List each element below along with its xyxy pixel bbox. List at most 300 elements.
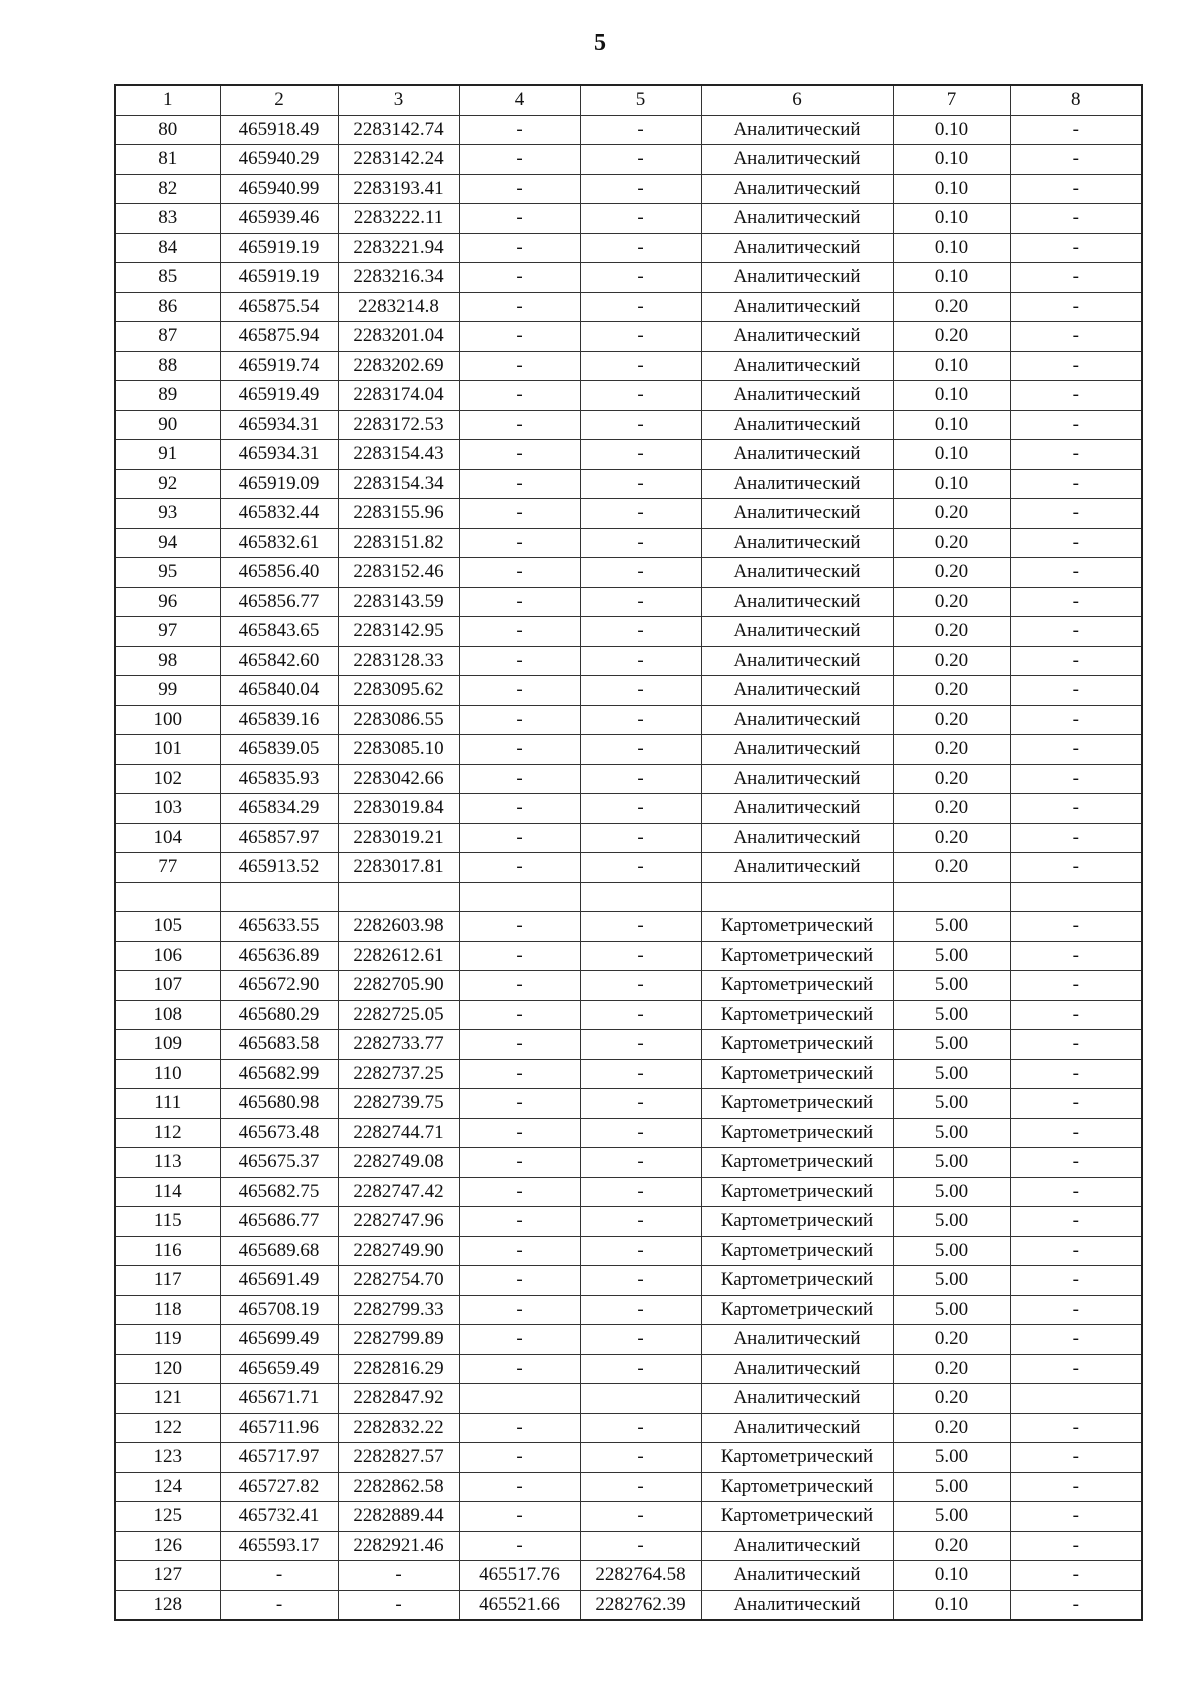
table-cell: 2283221.94	[338, 233, 459, 263]
table-cell	[580, 1384, 701, 1414]
table-row	[115, 263, 1142, 293]
table-cell: -	[1010, 145, 1142, 175]
table-cell: -	[1010, 1207, 1142, 1237]
table-cell: Аналитический	[701, 764, 893, 794]
table-cell: -	[580, 646, 701, 676]
table-cell: -	[459, 1413, 580, 1443]
table-cell: 2283201.04	[338, 322, 459, 352]
table-cell: Аналитический	[701, 292, 893, 322]
table-cell: Аналитический	[701, 646, 893, 676]
table-cell: Аналитический	[701, 617, 893, 647]
table-cell: 465675.37	[220, 1148, 338, 1178]
table-cell: 0.10	[893, 351, 1010, 381]
table-cell: Аналитический	[701, 1561, 893, 1591]
table-cell: -	[459, 853, 580, 883]
table-cell: -	[1010, 1413, 1142, 1443]
table-cell: 2283214.8	[338, 292, 459, 322]
table-cell: 2282603.98	[338, 912, 459, 942]
table-cell: -	[580, 1266, 701, 1296]
table-cell: -	[580, 528, 701, 558]
table-cell: 465593.17	[220, 1531, 338, 1561]
column-header: 1	[115, 85, 220, 115]
table-cell: 116	[115, 1236, 220, 1266]
table-row	[115, 292, 1142, 322]
table-cell: 2283085.10	[338, 735, 459, 765]
table-row	[115, 1561, 1142, 1591]
table-cell: 465832.44	[220, 499, 338, 529]
table-row	[115, 322, 1142, 352]
table-cell: -	[459, 1502, 580, 1532]
table-cell: -	[459, 292, 580, 322]
table-row	[115, 1177, 1142, 1207]
table-cell: -	[1010, 233, 1142, 263]
table-cell: -	[459, 263, 580, 293]
table-cell: 465834.29	[220, 794, 338, 824]
table-cell: -	[1010, 1236, 1142, 1266]
table-row	[115, 145, 1142, 175]
table-cell: 0.10	[893, 233, 1010, 263]
column-header: 6	[701, 85, 893, 115]
coordinates-table	[114, 84, 1143, 1621]
table-cell: 5.00	[893, 1207, 1010, 1237]
table-cell: -	[459, 1089, 580, 1119]
table-cell: 465680.98	[220, 1089, 338, 1119]
table-cell: -	[580, 292, 701, 322]
table-cell: -	[220, 1590, 338, 1620]
table-cell: Картометрический	[701, 1030, 893, 1060]
table-cell: 2283095.62	[338, 676, 459, 706]
table-row	[115, 1472, 1142, 1502]
table-cell: 0.20	[893, 1325, 1010, 1355]
table-cell: 2282749.08	[338, 1148, 459, 1178]
table-row	[115, 617, 1142, 647]
table-cell: Аналитический	[701, 440, 893, 470]
table-cell: Картометрический	[701, 1236, 893, 1266]
table-cell: -	[459, 1354, 580, 1384]
table-row	[115, 1590, 1142, 1620]
table-cell: 2282737.25	[338, 1059, 459, 1089]
table-cell	[893, 882, 1010, 912]
table-row	[115, 1148, 1142, 1178]
column-header: 2	[220, 85, 338, 115]
table-cell: -	[1010, 971, 1142, 1001]
table-cell: 2283143.59	[338, 587, 459, 617]
table-cell: 465659.49	[220, 1354, 338, 1384]
table-cell: 2283154.43	[338, 440, 459, 470]
table-cell: -	[1010, 1590, 1142, 1620]
table-cell: 126	[115, 1531, 220, 1561]
table-cell: -	[459, 1059, 580, 1089]
table-cell: -	[1010, 941, 1142, 971]
table-cell: 0.10	[893, 174, 1010, 204]
table-cell: Аналитический	[701, 263, 893, 293]
table-cell: 0.20	[893, 1384, 1010, 1414]
table-cell: -	[580, 1472, 701, 1502]
table-cell: 465939.46	[220, 204, 338, 234]
table-cell: 2283142.74	[338, 115, 459, 145]
table-row	[115, 1384, 1142, 1414]
table-cell: 88	[115, 351, 220, 381]
table-row	[115, 587, 1142, 617]
table-row	[115, 1118, 1142, 1148]
table-cell	[1010, 882, 1142, 912]
table-cell: 2283142.95	[338, 617, 459, 647]
table-cell: 465521.66	[459, 1590, 580, 1620]
table-cell: 113	[115, 1148, 220, 1178]
table-cell: -	[1010, 1030, 1142, 1060]
table-cell: 89	[115, 381, 220, 411]
table-cell: Аналитический	[701, 1413, 893, 1443]
table-cell: -	[459, 823, 580, 853]
table-cell: 465683.58	[220, 1030, 338, 1060]
table-cell: -	[459, 971, 580, 1001]
table-row	[115, 1502, 1142, 1532]
table-cell: 465875.94	[220, 322, 338, 352]
table-cell: -	[580, 587, 701, 617]
table-row	[115, 1030, 1142, 1060]
table-row	[115, 469, 1142, 499]
table-cell: -	[459, 794, 580, 824]
table-cell: 465708.19	[220, 1295, 338, 1325]
table-cell: 465671.71	[220, 1384, 338, 1414]
table-cell: -	[459, 1207, 580, 1237]
table-cell: 465711.96	[220, 1413, 338, 1443]
table-cell: 99	[115, 676, 220, 706]
table-cell: -	[459, 204, 580, 234]
table-cell: -	[1010, 853, 1142, 883]
table-cell: 465689.68	[220, 1236, 338, 1266]
table-cell: 2283152.46	[338, 558, 459, 588]
table-cell: 465857.97	[220, 823, 338, 853]
table-cell: -	[459, 676, 580, 706]
table-cell: -	[580, 941, 701, 971]
table-cell: 2282764.58	[580, 1561, 701, 1591]
table-row	[115, 853, 1142, 883]
table-cell: -	[580, 204, 701, 234]
table-cell: 121	[115, 1384, 220, 1414]
table-cell: Картометрический	[701, 1177, 893, 1207]
table-cell: 93	[115, 499, 220, 529]
table-cell: 111	[115, 1089, 220, 1119]
table-cell: Аналитический	[701, 469, 893, 499]
table-cell: -	[580, 705, 701, 735]
table-cell: 119	[115, 1325, 220, 1355]
table-cell: 2282847.92	[338, 1384, 459, 1414]
table-cell: 465856.77	[220, 587, 338, 617]
table-cell: Картометрический	[701, 1443, 893, 1473]
table-cell: 2283019.21	[338, 823, 459, 853]
table-cell: -	[1010, 440, 1142, 470]
table-cell: -	[1010, 115, 1142, 145]
table-cell: -	[580, 676, 701, 706]
table-cell: 2282744.71	[338, 1118, 459, 1148]
table-cell: -	[1010, 204, 1142, 234]
table-cell: 2282739.75	[338, 1089, 459, 1119]
table-cell: -	[580, 1443, 701, 1473]
table-cell: 465832.61	[220, 528, 338, 558]
table-cell: 2283155.96	[338, 499, 459, 529]
table-cell: 465919.74	[220, 351, 338, 381]
table-cell: -	[1010, 1177, 1142, 1207]
table-cell: 2283042.66	[338, 764, 459, 794]
table-cell: 2283017.81	[338, 853, 459, 883]
table-cell: -	[459, 1118, 580, 1148]
table-cell: 5.00	[893, 1266, 1010, 1296]
table-cell: 98	[115, 646, 220, 676]
table-cell: -	[1010, 823, 1142, 853]
table-cell: -	[338, 1561, 459, 1591]
table-cell: 2283222.11	[338, 204, 459, 234]
table-cell: -	[459, 410, 580, 440]
table-cell: -	[580, 1148, 701, 1178]
table-cell: Картометрический	[701, 1118, 893, 1148]
table-cell: 465934.31	[220, 440, 338, 470]
table-cell: Аналитический	[701, 1531, 893, 1561]
table-cell: -	[580, 1089, 701, 1119]
table-cell: 124	[115, 1472, 220, 1502]
table-cell: 87	[115, 322, 220, 352]
table-cell: Картометрический	[701, 1472, 893, 1502]
table-cell: -	[1010, 1089, 1142, 1119]
table-cell: 0.20	[893, 1531, 1010, 1561]
table-row	[115, 1443, 1142, 1473]
table-cell: -	[1010, 1266, 1142, 1296]
table-cell: 77	[115, 853, 220, 883]
table-cell: 0.10	[893, 1590, 1010, 1620]
table-cell: 0.10	[893, 115, 1010, 145]
table-cell: -	[459, 499, 580, 529]
table-cell: Аналитический	[701, 499, 893, 529]
table-row	[115, 204, 1142, 234]
table-cell: 2283174.04	[338, 381, 459, 411]
table-cell: -	[580, 1000, 701, 1030]
table-cell: 104	[115, 823, 220, 853]
table-cell: 5.00	[893, 1177, 1010, 1207]
table-row	[115, 941, 1142, 971]
table-cell: 5.00	[893, 1502, 1010, 1532]
table-row	[115, 1325, 1142, 1355]
table-cell: -	[459, 617, 580, 647]
table-cell: 0.20	[893, 558, 1010, 588]
table-cell: -	[1010, 705, 1142, 735]
table-cell: Картометрический	[701, 1295, 893, 1325]
table-cell: Аналитический	[701, 558, 893, 588]
table-cell: -	[580, 1295, 701, 1325]
table-cell: -	[580, 558, 701, 588]
table-cell: 465636.89	[220, 941, 338, 971]
table-row	[115, 764, 1142, 794]
table-cell: 0.20	[893, 499, 1010, 529]
table-cell: 2282921.46	[338, 1531, 459, 1561]
table-row	[115, 1295, 1142, 1325]
table-cell: 108	[115, 1000, 220, 1030]
table-row	[115, 440, 1142, 470]
table-cell: 85	[115, 263, 220, 293]
table-cell: 465699.49	[220, 1325, 338, 1355]
table-cell: 0.20	[893, 1413, 1010, 1443]
table-cell	[701, 882, 893, 912]
table-cell: 2282889.44	[338, 1502, 459, 1532]
table-cell: Картометрический	[701, 1148, 893, 1178]
table-cell: 5.00	[893, 1000, 1010, 1030]
table-cell: Аналитический	[701, 676, 893, 706]
table-cell: 2282762.39	[580, 1590, 701, 1620]
table-cell: 465919.49	[220, 381, 338, 411]
table-cell: -	[459, 1443, 580, 1473]
table-cell: 96	[115, 587, 220, 617]
table-cell: 101	[115, 735, 220, 765]
table-cell: -	[1010, 1502, 1142, 1532]
table-cell: Аналитический	[701, 823, 893, 853]
table-cell: Аналитический	[701, 1384, 893, 1414]
table-cell: Аналитический	[701, 145, 893, 175]
table-row	[115, 912, 1142, 942]
table-cell: -	[1010, 174, 1142, 204]
table-cell: -	[1010, 1295, 1142, 1325]
table-cell: Картометрический	[701, 1266, 893, 1296]
table-cell: Аналитический	[701, 528, 893, 558]
table-cell: 465680.29	[220, 1000, 338, 1030]
table-cell: Картометрический	[701, 971, 893, 1001]
table-cell	[459, 882, 580, 912]
table-row	[115, 1059, 1142, 1089]
table-row	[115, 1236, 1142, 1266]
table-cell: 92	[115, 469, 220, 499]
table-cell: -	[459, 174, 580, 204]
table-cell: -	[580, 115, 701, 145]
table-cell: 0.20	[893, 292, 1010, 322]
table-cell: Картометрический	[701, 1059, 893, 1089]
table-cell: -	[459, 646, 580, 676]
table-cell: -	[220, 1561, 338, 1591]
table-cell: -	[459, 1266, 580, 1296]
table-cell: 0.20	[893, 1354, 1010, 1384]
table-cell: 5.00	[893, 1472, 1010, 1502]
table-row	[115, 1000, 1142, 1030]
table-cell: -	[580, 912, 701, 942]
table-row	[115, 735, 1142, 765]
table-cell: -	[459, 528, 580, 558]
table-cell: Картометрический	[701, 941, 893, 971]
table-cell: Аналитический	[701, 794, 893, 824]
table-cell: 81	[115, 145, 220, 175]
table-row	[115, 351, 1142, 381]
table-row	[115, 882, 1142, 912]
table-row	[115, 823, 1142, 853]
table-cell: -	[459, 115, 580, 145]
table-cell: -	[1010, 1472, 1142, 1502]
table-cell: -	[459, 1295, 580, 1325]
table-cell: Аналитический	[701, 351, 893, 381]
table-cell: 2283216.34	[338, 263, 459, 293]
table-cell: 80	[115, 115, 220, 145]
table-cell: 465672.90	[220, 971, 338, 1001]
table-cell: 465856.40	[220, 558, 338, 588]
table-cell: 2282747.42	[338, 1177, 459, 1207]
table-cell: Аналитический	[701, 705, 893, 735]
table-cell: -	[580, 1354, 701, 1384]
table-cell: 2282754.70	[338, 1266, 459, 1296]
table-row	[115, 558, 1142, 588]
table-cell: 465717.97	[220, 1443, 338, 1473]
table-cell: -	[459, 558, 580, 588]
table-cell: 2282827.57	[338, 1443, 459, 1473]
table-cell: -	[459, 1531, 580, 1561]
table-cell: -	[1010, 764, 1142, 794]
table-cell: 94	[115, 528, 220, 558]
table-cell: 107	[115, 971, 220, 1001]
table-row	[115, 528, 1142, 558]
table-cell: 2282612.61	[338, 941, 459, 971]
table-cell: -	[1010, 617, 1142, 647]
table-cell: -	[459, 1472, 580, 1502]
table-cell: 465842.60	[220, 646, 338, 676]
table-cell: 0.10	[893, 381, 1010, 411]
table-cell: -	[1010, 528, 1142, 558]
table-cell: -	[1010, 469, 1142, 499]
table-cell: 100	[115, 705, 220, 735]
table-cell: 109	[115, 1030, 220, 1060]
table-cell: 127	[115, 1561, 220, 1591]
table-cell: Аналитический	[701, 204, 893, 234]
table-cell: 120	[115, 1354, 220, 1384]
table-cell: Аналитический	[701, 174, 893, 204]
table-cell: -	[580, 233, 701, 263]
table-cell: Картометрический	[701, 1089, 893, 1119]
table-cell: Картометрический	[701, 912, 893, 942]
table-cell: 2283128.33	[338, 646, 459, 676]
table-cell: -	[1010, 735, 1142, 765]
table-cell: 86	[115, 292, 220, 322]
table-cell: 110	[115, 1059, 220, 1089]
table-cell: -	[580, 764, 701, 794]
table-row	[115, 1207, 1142, 1237]
table-cell: 2283019.84	[338, 794, 459, 824]
table-cell: 0.20	[893, 823, 1010, 853]
table-cell: -	[459, 351, 580, 381]
table-cell: -	[1010, 499, 1142, 529]
table-cell: -	[580, 1502, 701, 1532]
table-cell: 0.10	[893, 410, 1010, 440]
table-cell: 2283142.24	[338, 145, 459, 175]
table-cell: 2282799.33	[338, 1295, 459, 1325]
table-cell: -	[1010, 1354, 1142, 1384]
table-cell: -	[459, 469, 580, 499]
table-cell: Аналитический	[701, 410, 893, 440]
table-cell: Аналитический	[701, 115, 893, 145]
table-cell: -	[459, 1148, 580, 1178]
table-cell: -	[580, 1118, 701, 1148]
table-cell: 0.20	[893, 764, 1010, 794]
column-header: 8	[1010, 85, 1142, 115]
table-cell: 5.00	[893, 1236, 1010, 1266]
table-row	[115, 1089, 1142, 1119]
table-cell: 84	[115, 233, 220, 263]
table-cell: -	[1010, 292, 1142, 322]
table-cell: 465919.19	[220, 233, 338, 263]
table-cell: -	[459, 145, 580, 175]
table-cell: -	[580, 1207, 701, 1237]
table-cell: 0.20	[893, 528, 1010, 558]
table-cell: 5.00	[893, 941, 1010, 971]
table-cell: -	[338, 1590, 459, 1620]
table-cell: 90	[115, 410, 220, 440]
table-cell: -	[580, 1413, 701, 1443]
table-cell: 2282747.96	[338, 1207, 459, 1237]
table-cell: 112	[115, 1118, 220, 1148]
table-cell: -	[459, 705, 580, 735]
table-cell: 5.00	[893, 1148, 1010, 1178]
